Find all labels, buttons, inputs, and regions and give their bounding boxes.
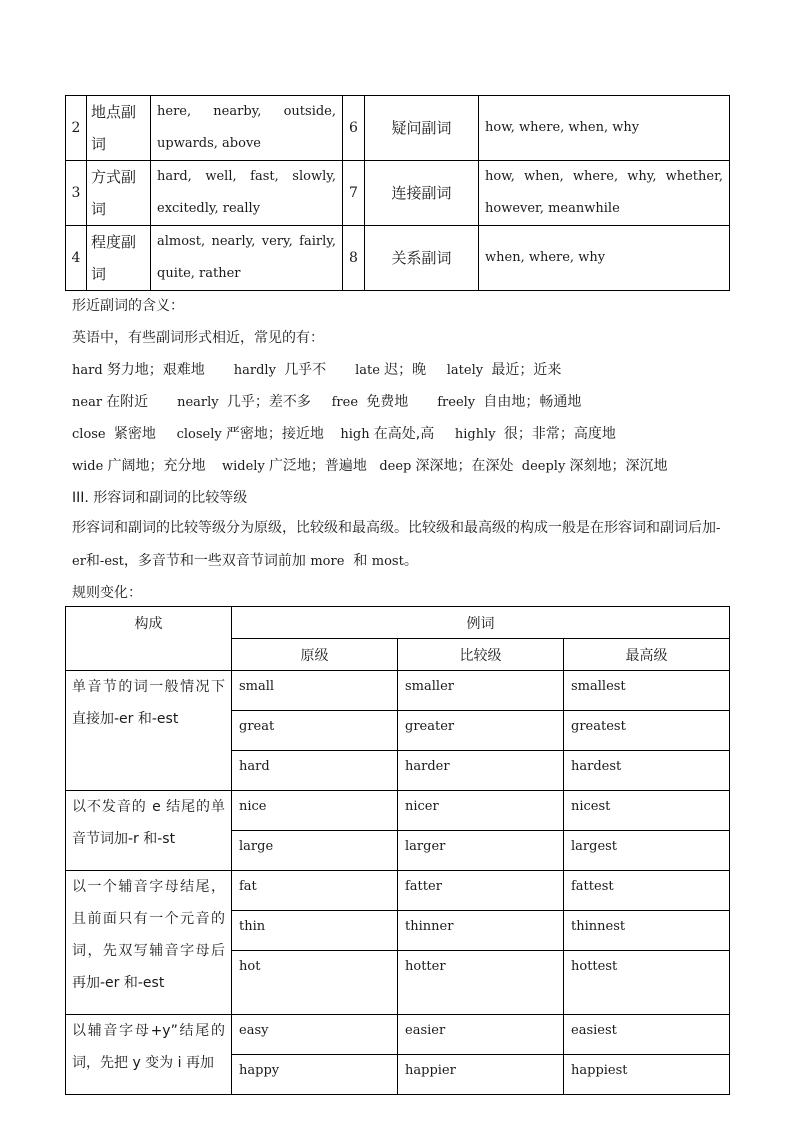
- base-form: hot: [232, 951, 398, 1015]
- table-row: [66, 96, 730, 161]
- adverb-pair-line: near 在附近 nearly 几乎；差不多 free 免费地 freely 自由地；畅通地: [72, 394, 582, 410]
- similar-adverbs-intro: 英语中，有些副词形式相近，常见的有：: [72, 330, 324, 346]
- row-number: 3: [66, 161, 87, 226]
- comparative-form: easier: [398, 1015, 564, 1055]
- rule-cell: 以一个辅音字母结尾，且前面只有一个元音的词，先双写辅音字母后再加-er 和-est: [66, 871, 232, 1015]
- superlative-form: happiest: [564, 1055, 730, 1095]
- adverb-category: 连接副词: [365, 161, 479, 226]
- row-number: 2: [66, 96, 87, 161]
- adverb-category: 方式副词: [87, 161, 151, 226]
- comparative-form: happier: [398, 1055, 564, 1095]
- adverb-pair-line: hard 努力地；艰难地 hardly 几乎不 late 迟；晚 lately 最近；近来: [72, 362, 562, 378]
- table-row: [66, 791, 730, 831]
- superlative-form: easiest: [564, 1015, 730, 1055]
- comparison-description: 形容词和副词的比较等级分为原级，比较级和最高级。比较级和最高级的构成一般是在形容词和副词后加-er和-est，多音节和一些双音节词前加 more 和 most。: [72, 520, 721, 569]
- adverb-category: 关系副词: [365, 226, 479, 291]
- table-header-row: [66, 607, 730, 639]
- base-form: great: [232, 711, 398, 751]
- comparative-form: hotter: [398, 951, 564, 1015]
- comparative-form: smaller: [398, 671, 564, 711]
- adverb-type-table: [65, 95, 730, 291]
- comparative-form: larger: [398, 831, 564, 871]
- adverb-examples: hard, well, fast, slowly, excitedly, really: [151, 161, 343, 226]
- row-number: 4: [66, 226, 87, 291]
- base-form: nice: [232, 791, 398, 831]
- superlative-form: hottest: [564, 951, 730, 1015]
- adverb-examples: here, nearby, outside, upwards, above: [151, 96, 343, 161]
- base-form: small: [232, 671, 398, 711]
- superlative-form: smallest: [564, 671, 730, 711]
- superlative-form: hardest: [564, 751, 730, 791]
- adverb-pair-line: wide 广阔地；充分地 widely 广泛地；普遍地 deep 深深地；在深处 deeply 深刻地；深沉地: [72, 458, 668, 474]
- table-row: [66, 871, 730, 911]
- section-heading: III. 形容词和副词的比较等级: [72, 490, 248, 506]
- comparison-table: [65, 606, 730, 1095]
- header-examples: 例词: [232, 607, 730, 639]
- adverb-examples: when, where, why: [479, 226, 730, 291]
- superlative-form: largest: [564, 831, 730, 871]
- base-form: easy: [232, 1015, 398, 1055]
- comparative-form: greater: [398, 711, 564, 751]
- base-form: hard: [232, 751, 398, 791]
- table-row: [66, 226, 730, 291]
- superlative-form: nicest: [564, 791, 730, 831]
- comparative-form: harder: [398, 751, 564, 791]
- regular-changes-label: 规则变化：: [72, 585, 142, 601]
- adverb-pair-line: close 紧密地 closely 严密地；接近地 high 在高处,高 highly 很；非常；高度地: [72, 426, 616, 442]
- table-row: [66, 161, 730, 226]
- rule-cell: 单音节的词一般情况下直接加-er 和-est: [66, 671, 232, 791]
- adverb-examples: almost, nearly, very, fairly, quite, rather: [151, 226, 343, 291]
- row-number: 6: [343, 96, 365, 161]
- superlative-form: thinnest: [564, 911, 730, 951]
- comparative-form: nicer: [398, 791, 564, 831]
- base-form: thin: [232, 911, 398, 951]
- rule-cell: 以辅音字母+y”结尾的词，先把 y 变为 i 再加: [66, 1015, 232, 1095]
- adverb-category: 地点副词: [87, 96, 151, 161]
- similar-adverbs-title: 形近副词的含义：: [72, 298, 184, 314]
- base-form: happy: [232, 1055, 398, 1095]
- superlative-form: greatest: [564, 711, 730, 751]
- base-form: large: [232, 831, 398, 871]
- adverb-examples: how, where, when, why: [479, 96, 730, 161]
- adverb-category: 程度副词: [87, 226, 151, 291]
- header-comparative: 比较级: [398, 639, 564, 671]
- header-form: 构成: [66, 607, 232, 671]
- comparative-form: thinner: [398, 911, 564, 951]
- rule-cell: 以不发音的 e 结尾的单音节词加-r 和-st: [66, 791, 232, 871]
- adverb-examples: how, when, where, why, whether, however, meanwhile: [479, 161, 730, 226]
- table-row: [66, 1015, 730, 1055]
- header-superlative: 最高级: [564, 639, 730, 671]
- superlative-form: fattest: [564, 871, 730, 911]
- header-base: 原级: [232, 639, 398, 671]
- row-number: 8: [343, 226, 365, 291]
- comparative-form: fatter: [398, 871, 564, 911]
- row-number: 7: [343, 161, 365, 226]
- base-form: fat: [232, 871, 398, 911]
- adverb-category: 疑问副词: [365, 96, 479, 161]
- table-row: [66, 671, 730, 711]
